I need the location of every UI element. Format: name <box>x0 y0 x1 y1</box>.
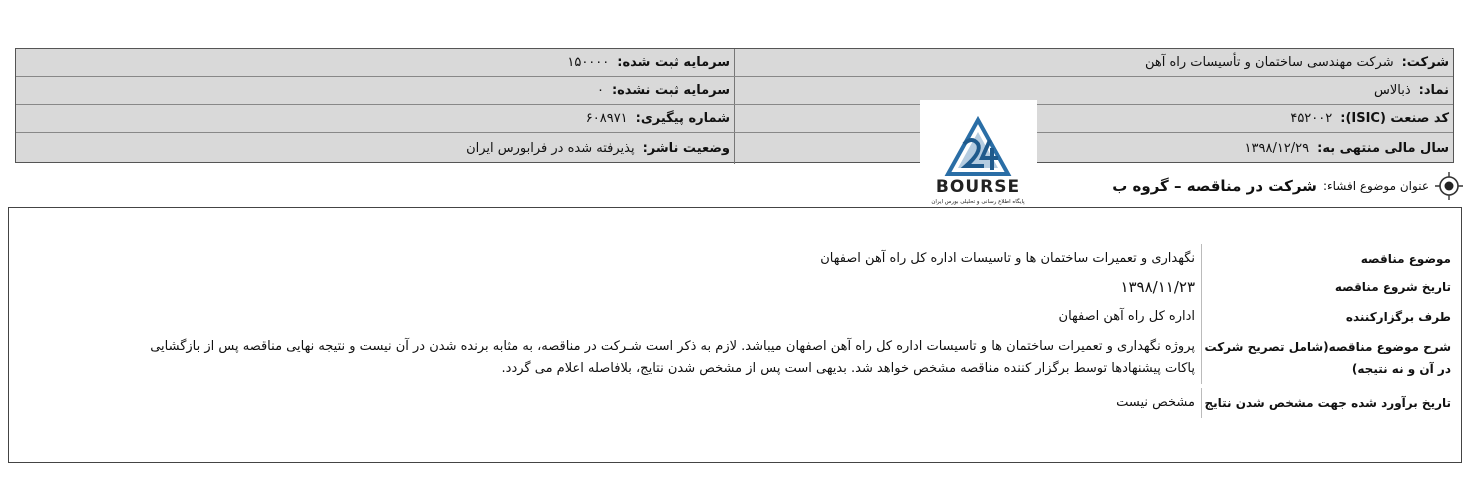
info-row-fiscal <box>16 133 1453 163</box>
industry-cell <box>737 105 1449 132</box>
detail-row-subject <box>814 244 1451 274</box>
registered-capital-cell <box>16 49 734 76</box>
tracking-cell <box>16 105 734 132</box>
bourse24-logo <box>920 100 1037 207</box>
fiscal-year-value: ۱۳۹۸/۱۲/۲۹ <box>1244 140 1310 156</box>
symbol-cell <box>737 77 1449 104</box>
start-date-label: تاریخ شروع مناقصه <box>1201 272 1451 302</box>
tender-details-panel <box>8 207 1462 463</box>
company-label: شرکت: <box>1401 55 1449 70</box>
industry-code-value: ۴۵۲۰۰۲ <box>1290 111 1333 126</box>
detail-row-organizer <box>1053 302 1451 332</box>
publisher-status-value: پذیرفته شده در فرابورس ایران <box>466 140 635 156</box>
description-value: پروژه نگهداری و تعمیرات ساختمان ها و تاسیسات اداره کل راه آهن اصفهان میباشد. لازم به ذکر است شـرکت در مناقصه، به مثابه برنده شدن در آن نیست و نتیجه نهایی مناقصه پس از بازگشایی پاکات پیشنهادها توسط برگزار کننده مناقصه مشخص خواهد شد. بدیهی است پس از مشخص شدن نتایج، بلافاصله اعلام می گردد. <box>150 339 1195 376</box>
description-label: شرح موضوع مناقصه(شامل تصریح شرکت در آن و نه نتیجه) <box>1201 332 1451 384</box>
symbol-value: ذبالاس <box>1373 83 1411 98</box>
topic-label: عنوان موضوع افشاء: <box>1322 179 1429 193</box>
industry-code-label: کد صنعت (ISIC): <box>1340 111 1449 126</box>
publisher-status-cell <box>16 133 734 163</box>
logo-brand-text: BOURSE <box>935 177 1021 197</box>
estimate-label: تاریخ برآورد شده جهت مشخص شدن نتایج <box>1201 388 1451 418</box>
start-date-value: ۱۳۹۸/۱۱/۲۳ <box>1120 278 1195 296</box>
detail-row-description <box>129 332 1451 384</box>
detail-row-start-date <box>1114 272 1451 302</box>
company-info-table <box>15 48 1454 163</box>
topic-value: شرکت در مناقصه – گروه ب <box>1112 177 1317 195</box>
disclosure-topic <box>1112 172 1463 200</box>
fiscal-cell <box>737 133 1449 163</box>
fiscal-year-label: سال مالی منتهی به: <box>1317 140 1449 156</box>
logo-mark-icon <box>948 120 1008 174</box>
company-cell <box>737 49 1449 76</box>
tracking-number-label: شماره پیگیری: <box>635 111 730 126</box>
subject-label: موضوع مناقصه <box>1201 244 1451 274</box>
tracking-number-value: ۶۰۸۹۷۱ <box>585 111 628 126</box>
target-bullet-icon <box>1435 172 1463 200</box>
subject-value: نگهداری و تعمیرات ساختمان ها و تاسیسات اداره کل راه آهن اصفهان <box>820 251 1195 266</box>
unregistered-capital-value: ۰ <box>596 83 604 98</box>
company-value: شرکت مهندسی ساختمان و تأسیسات راه آهن <box>1144 55 1394 70</box>
registered-capital-value: ۱۵۰۰۰۰ <box>567 55 610 70</box>
organizer-value: اداره کل راه آهن اصفهان <box>1058 309 1195 324</box>
info-row-company <box>16 49 1453 77</box>
publisher-status-label: وضعیت ناشر: <box>642 140 730 156</box>
registered-capital-label: سرمایه ثبت شده: <box>617 55 730 70</box>
detail-row-estimate <box>1110 388 1451 418</box>
symbol-label: نماد: <box>1418 83 1449 98</box>
unregistered-capital-label: سرمایه ثبت نشده: <box>611 83 730 98</box>
estimate-value: مشخص نیست <box>1116 395 1195 410</box>
info-row-industry <box>16 105 1453 133</box>
organizer-label: طرف برگزارکننده <box>1201 302 1451 332</box>
unregistered-capital-cell <box>16 77 734 104</box>
info-row-symbol <box>16 77 1453 105</box>
logo-tagline: پایگاه اطلاع رسانی و تحلیلی بورس ایران <box>931 199 1025 205</box>
